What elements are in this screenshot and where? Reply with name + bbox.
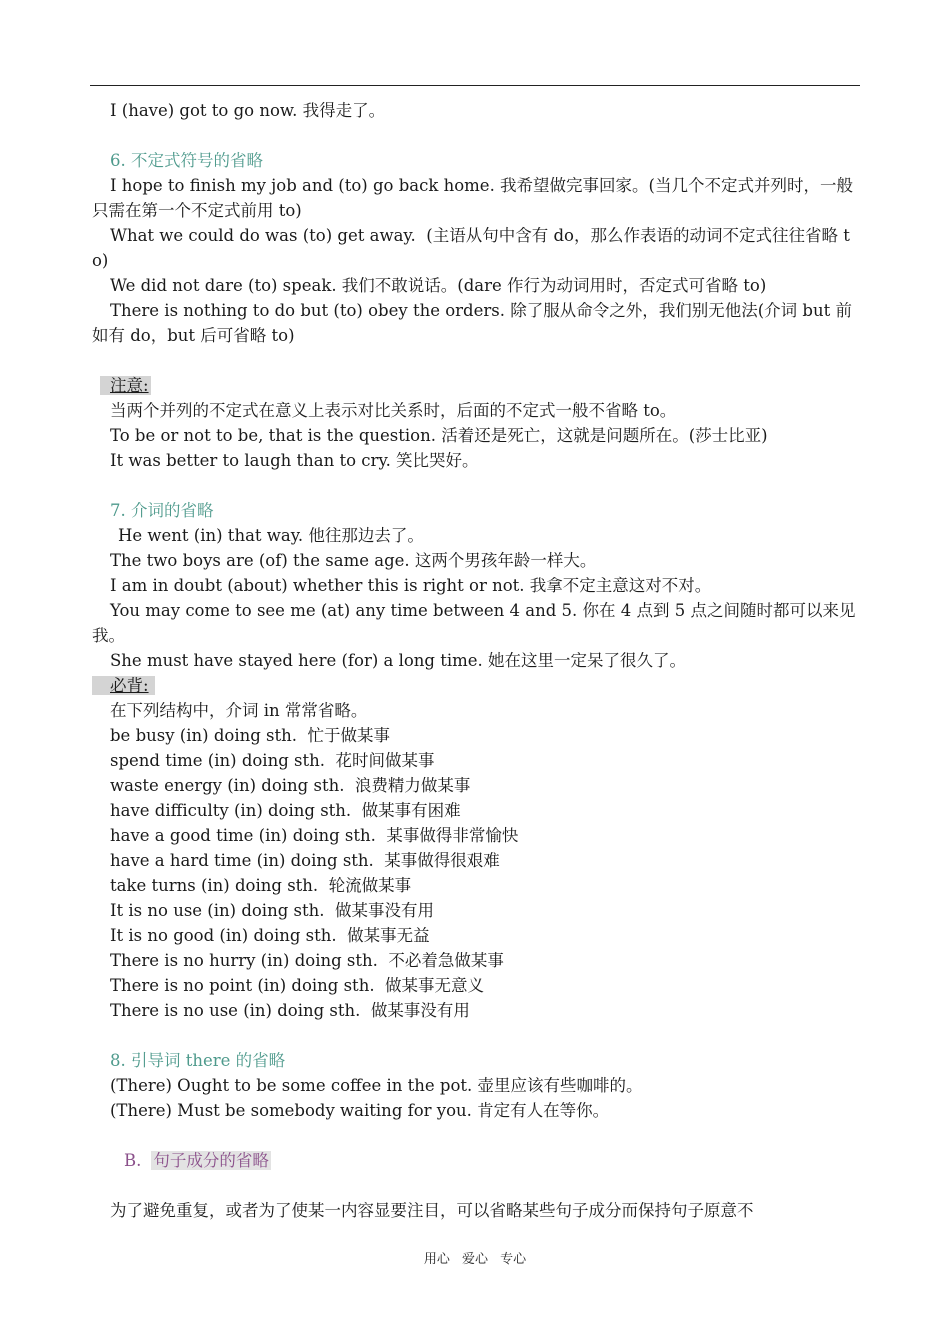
phrase-item: There is no hurry (in) doing sth. 不必着急做某事 [110, 951, 504, 970]
section-heading-7: 7. 介词的省略 [110, 501, 214, 520]
text-line: He went (in) that way. 他往那边去了。 [118, 526, 424, 545]
text-line: To be or not to be, that is the question. 活着还是死亡，这就是问题所在。(莎士比亚) [110, 426, 768, 445]
note-label [92, 373, 860, 398]
text-line: There is nothing to do but (to) obey the orders. 除了服从命令之外，我们别无他法(介词 but 前如有 do，but 后可省略 to) [92, 301, 852, 345]
text-line: I (have) got to go now. 我得走了。 [110, 101, 386, 120]
phrase-item: waste energy (in) doing sth. 浪费精力做某事 [110, 776, 471, 795]
phrase-item: There is no point (in) doing sth. 做某事无意义 [110, 976, 485, 995]
section-heading-6: 6. 不定式符号的省略 [110, 151, 263, 170]
phrase-item: There is no use (in) doing sth. 做某事没有用 [110, 1001, 470, 1020]
must-memorize-label [92, 673, 860, 698]
phrase-item: be busy (in) doing sth. 忙于做某事 [110, 726, 390, 745]
section-heading-b [92, 1148, 860, 1173]
phrase-item: take turns (in) doing sth. 轮流做某事 [110, 876, 412, 895]
text-line: We did not dare (to) speak. 我们不敢说话。(dare 作行为动词用时，否定式可省略 to) [110, 276, 767, 295]
text-line: It was better to laugh than to cry. 笑比哭好。 [110, 451, 479, 470]
text-line: I hope to finish my job and (to) go back home. 我希望做完事回家。(当几个不定式并列时，一般只需在第一个不定式前用 to) [92, 176, 853, 220]
must-memorize-label-text: 必背: [92, 676, 155, 695]
phrase-item: It is no good (in) doing sth. 做某事无益 [110, 926, 430, 945]
text-line: The two boys are (of) the same age. 这两个男孩年龄一样大。 [110, 551, 597, 570]
text-line: I am in doubt (about) whether this is right or not. 我拿不定主意这对不对。 [110, 576, 712, 595]
text-line: What we could do was (to) get away. (主语从句中含有 do，那么作表语的动词不定式往往省略 to) [92, 226, 850, 270]
phrase-item: have a hard time (in) doing sth. 某事做得很艰难 [110, 851, 500, 870]
text-line: You may come to see me (at) any time between 4 and 5. 你在 4 点到 5 点之间随时都可以来见我。 [92, 601, 856, 645]
text-line: (There) Ought to be some coffee in the pot. 壶里应该有些咖啡的。 [110, 1076, 643, 1095]
section-heading-8: 8. 引导词 there 的省略 [110, 1051, 286, 1070]
header-rule [90, 85, 860, 86]
section-b-title: 句子成分的省略 [153, 1151, 269, 1170]
phrase-item: It is no use (in) doing sth. 做某事没有用 [110, 901, 434, 920]
phrase-item: have a good time (in) doing sth. 某事做得非常愉快 [110, 826, 519, 845]
phrase-item: have difficulty (in) doing sth. 做某事有困难 [110, 801, 461, 820]
section-b-label: B. [124, 1151, 142, 1170]
text-line: She must have stayed here (for) a long time. 她在这里一定呆了很久了。 [110, 651, 687, 670]
page-body [92, 98, 860, 1223]
text-line: 为了避免重复，或者为了使某一内容显要注目，可以省略某些句子成分而保持句子原意不 [110, 1201, 754, 1220]
text-line: 在下列结构中，介词 in 常常省略。 [110, 701, 368, 720]
note-label-text: 注意: [100, 376, 151, 395]
text-line: (There) Must be somebody waiting for you. 肯定有人在等你。 [110, 1101, 610, 1120]
phrase-item: spend time (in) doing sth. 花时间做某事 [110, 751, 435, 770]
page-footer: 用心 爱心 专心 [423, 1252, 527, 1267]
text-line: 当两个并列的不定式在意义上表示对比关系时，后面的不定式一般不省略 to。 [110, 401, 677, 420]
